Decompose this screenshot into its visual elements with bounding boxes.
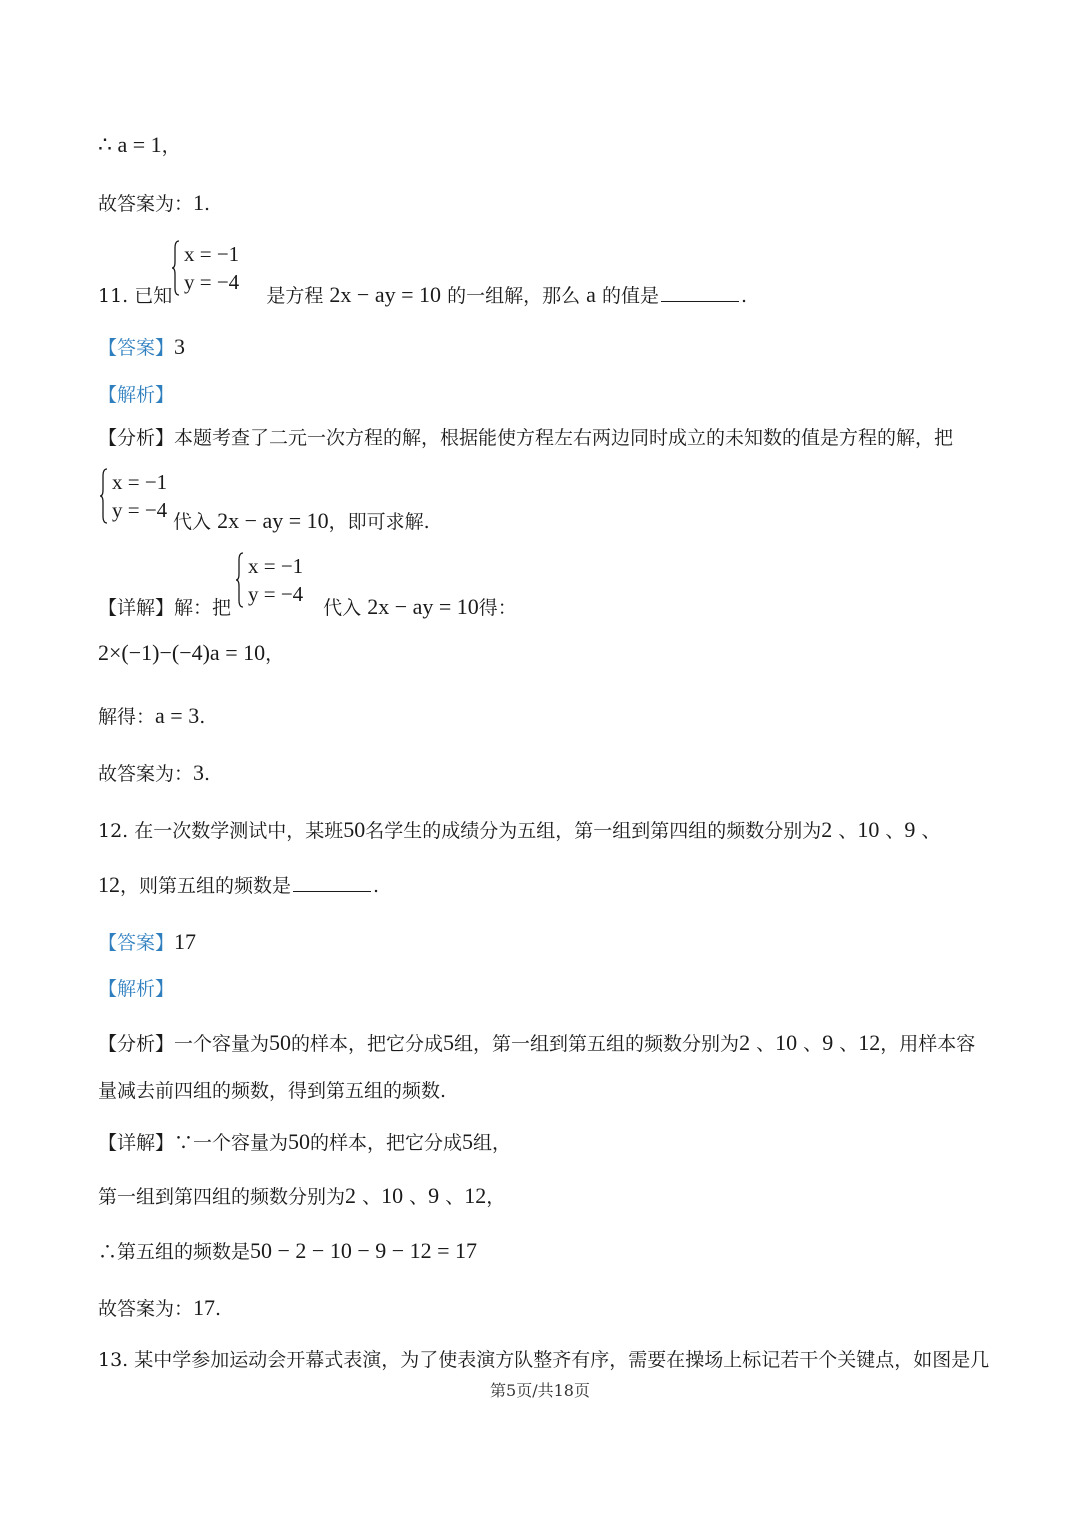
brace-icon <box>172 240 180 296</box>
q12-detail-line3: ∴第五组的频数是50 − 2 − 10 − 9 − 12 = 17 <box>98 1238 478 1263</box>
q11-fenxi: 【分析】本题考查了二元一次方程的解，根据能使方程左右两边同时成立的未知数的值是方程的解，把 <box>98 427 954 449</box>
q12-answer-value: 17 <box>174 929 197 954</box>
q11-question: 11. 已知 是方程 2x − ay = 10 的一组解，那么 a 的值是 . <box>98 282 747 307</box>
q11-answer: 【答案】3 <box>98 334 186 359</box>
q12-detail: 【详解】∵一个容量为50的样本，把它分成5组， <box>98 1129 512 1154</box>
q11-calc: 2×(−1)−(−4)a = 10， <box>98 640 285 665</box>
q11-final-value: 3 <box>193 760 205 785</box>
q12-blank <box>293 875 371 892</box>
q11-calc-equation: 2×(−1)−(−4)a = 10 <box>98 640 266 665</box>
q11-answer-value: 3 <box>174 334 186 359</box>
prev-therefore-eq: ∴ a = 1 <box>98 132 162 157</box>
prev-answer-line: 故答案为：1. <box>98 190 211 215</box>
q11-equation: 2x − ay = 10 <box>329 282 442 307</box>
q12-answer: 【答案】17 <box>98 929 197 954</box>
q12-question-line1: 12. 在一次数学测试中，某班50名学生的成绩分为五组，第一组到第四组的频数分别为2 、10 、9 、 <box>98 817 941 842</box>
brace-icon <box>100 468 108 524</box>
q12-final: 故答案为：17. <box>98 1295 222 1320</box>
q11-fenxi-equation: 2x − ay = 10 <box>217 508 329 533</box>
q11-var: a <box>586 282 596 307</box>
q12-question-line2: 12，则第五组的频数是 . <box>98 872 380 897</box>
q11-solve-value: a = 3 <box>155 703 200 728</box>
q11-final: 故答案为：3. <box>98 760 211 785</box>
q12-detail-equation: 50 − 2 − 10 − 9 − 12 = 17 <box>250 1238 478 1263</box>
q12-detail-line2: 第一组到第四组的频数分别为2 、10 、9 、12， <box>98 1183 506 1208</box>
q12-final-value: 17 <box>193 1295 216 1320</box>
prev-therefore-line: ∴ a = 1， <box>98 132 181 157</box>
page-number: 第5页/共18页 <box>490 1381 590 1400</box>
q12-analysis-tag: 【解析】 <box>98 978 175 1000</box>
brace-icon <box>236 552 244 608</box>
q11-analysis-tag: 【解析】 <box>98 384 175 406</box>
q11-solve: 解得：a = 3. <box>98 703 206 728</box>
q12-fenxi: 【分析】一个容量为50的样本，把它分成5组，第一组到第五组的频数分别为2 、10 、9 、12，用样本容 <box>98 1030 976 1055</box>
q11-detail-equation: 2x − ay = 10 <box>367 594 479 619</box>
q11-blank <box>661 285 739 302</box>
q11-fenxi-line2: 代入 2x − ay = 10，即可求解. <box>173 508 430 533</box>
q13-question: 13. 某中学参加运动会开幕式表演，为了使表演方队整齐有序，需要在操场上标记若干个关键点，如图是几 <box>98 1349 990 1371</box>
prev-answer-value: 1 <box>193 190 205 215</box>
q11-detail: 【详解】解：把 代入 2x − ay = 10得： <box>98 594 517 619</box>
q12-fenxi-line2: 量减去前四组的频数，得到第五组的频数. <box>98 1080 447 1102</box>
